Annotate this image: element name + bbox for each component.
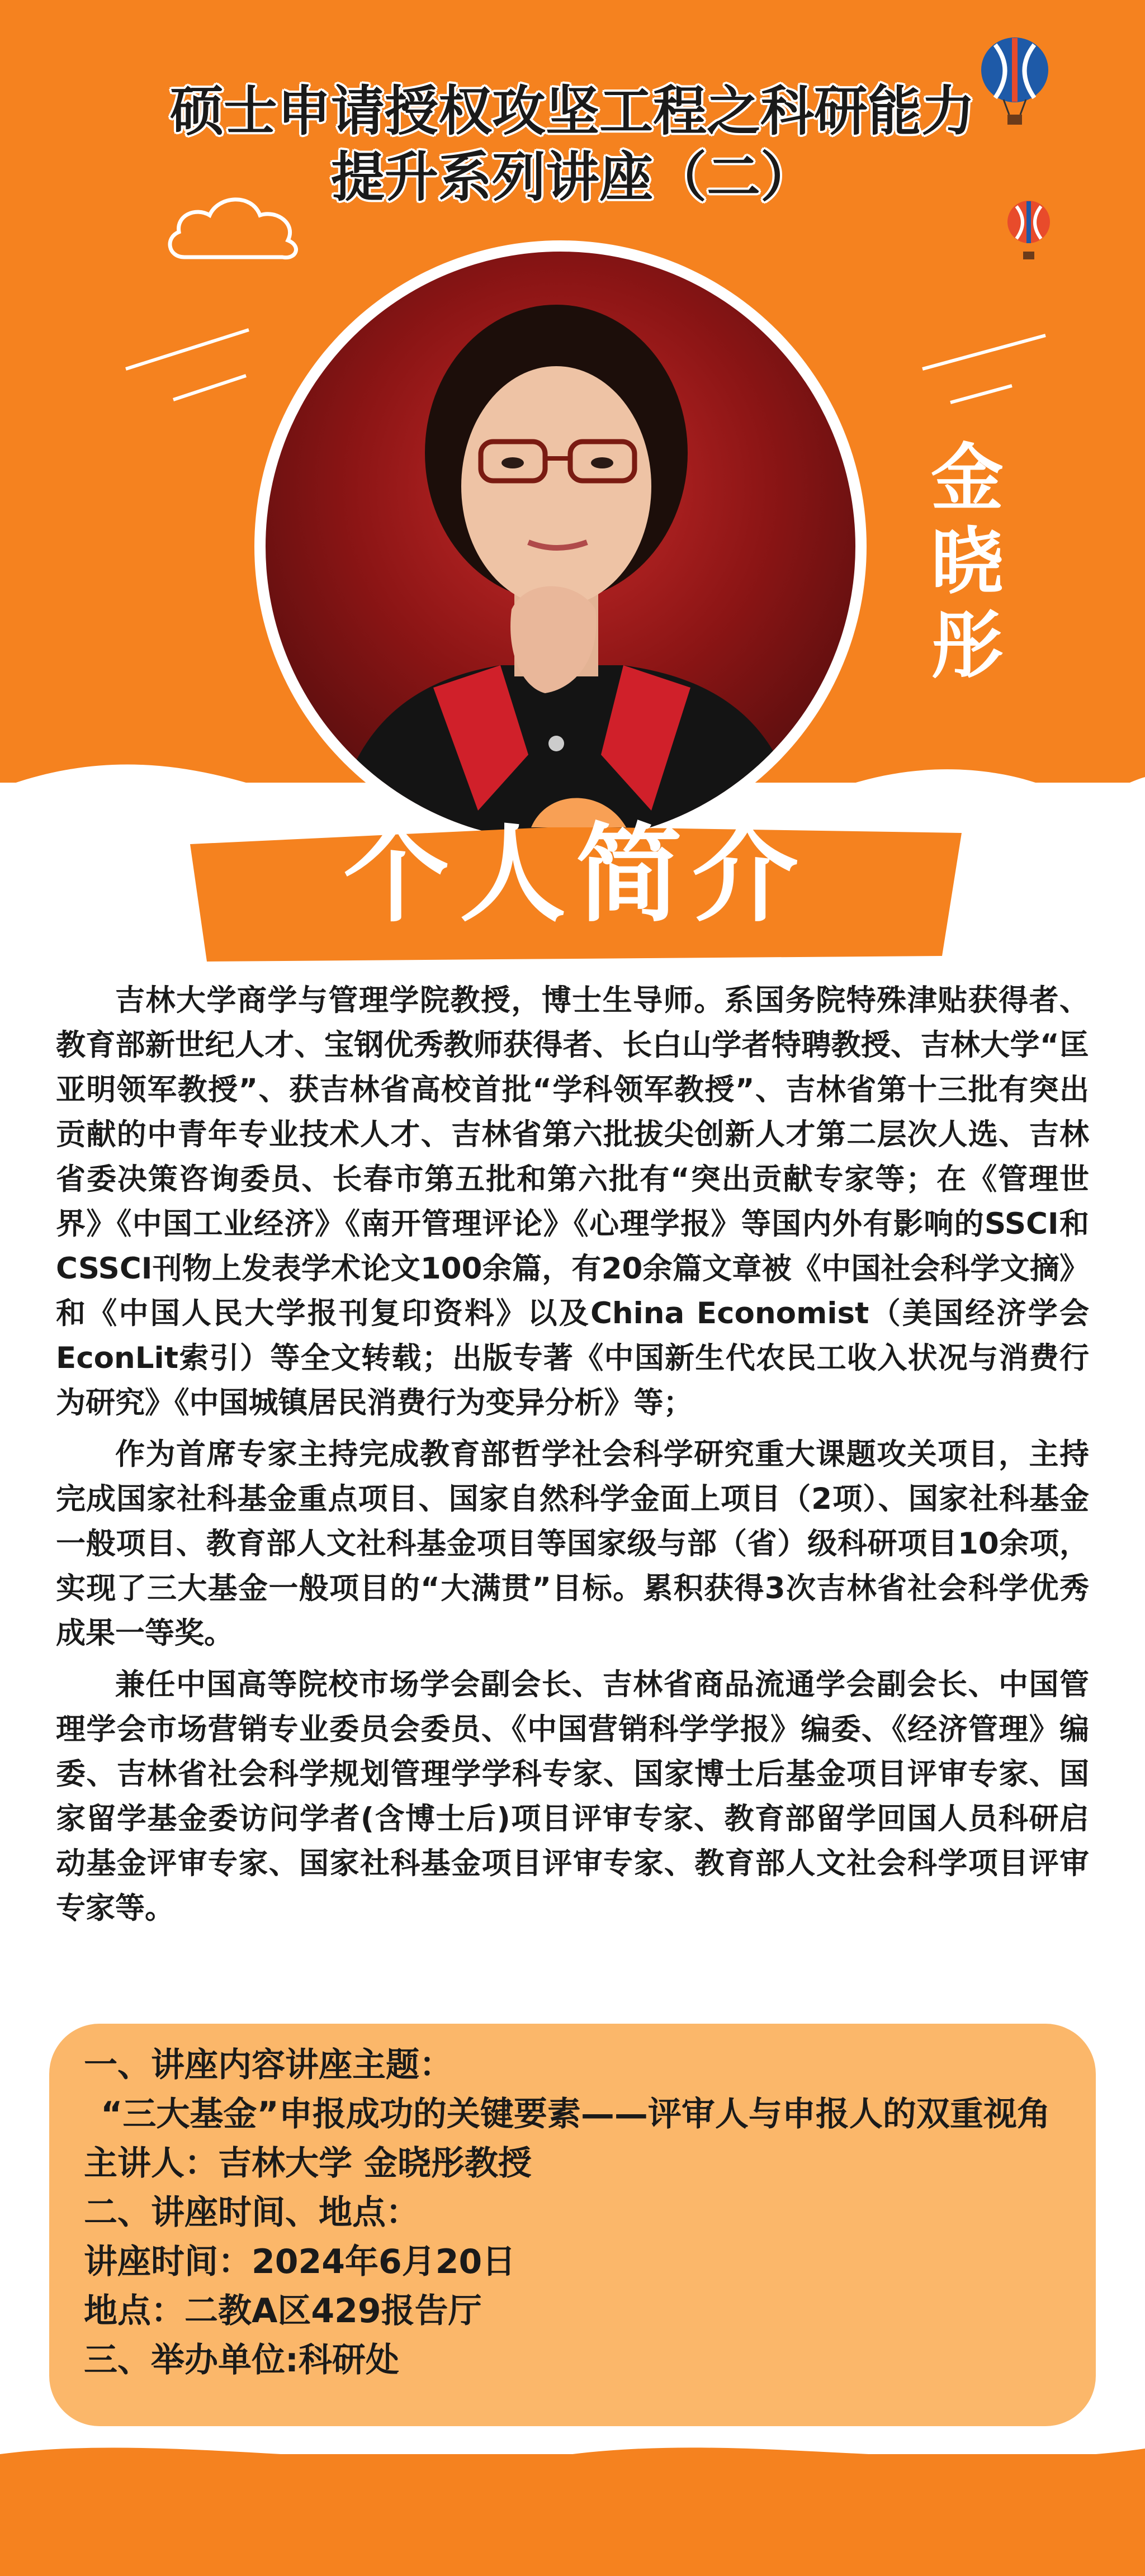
- info-heading-time-place: 二、讲座时间、地点：: [84, 2193, 419, 2232]
- lecture-location: 地点：二教A区429报告厅: [84, 2291, 482, 2331]
- bio-paragraph: 兼任中国高等院校市场学会副会长、吉林省商品流通学会副会长、中国管理学会市场营销专业委员会委员、《中国营销科学学报》编委、《经济管理》编委、吉林省社会科学规划管理学学科专家、国家博士后基金项目评审专家、国家留学基金委访问学者(含博士后)项目评审专家、教育部留学回国人员科研启动基金评审专家、国家社科基金项目评审专家、教育部人文社会科学项目评审专家等。: [56, 1668, 1089, 1925]
- lecture-topic: “三大基金”申报成功的关键要素——评审人与申报人的双重视角: [101, 2095, 1051, 2134]
- bio-paragraph: 作为首席专家主持完成教育部哲学社会科学研究重大课题攻关项目，主持完成国家社科基金重点项目、国家自然科学金面上项目（2项）、国家社科基金一般项目、教育部人文社科基金项目等国家级与部（省）级科研项目10余项，实现了三大基金一般项目的“大满贯”目标。累积获得3次吉林省社会科学优秀成果一等奖。: [56, 1437, 1089, 1650]
- speaker-name: [911, 436, 1023, 688]
- title-line-2: 提升系列讲座（二）: [331, 146, 814, 209]
- title-line-1: 硕士申请授权攻坚工程之科研能力: [170, 80, 975, 143]
- speaker-portrait: [266, 252, 855, 841]
- speaker-name-char-3: 彤: [930, 603, 1004, 688]
- speaker-name-char-1: 金: [930, 435, 1004, 520]
- speaker-name-char-2: 晓: [930, 519, 1004, 604]
- lecture-speaker: 主讲人：吉林大学 金晓彤教授: [84, 2144, 532, 2183]
- lecture-time: 讲座时间：2024年6月20日: [84, 2242, 516, 2281]
- portrait-illustration: [266, 252, 855, 841]
- section-title: 个人简介: [343, 813, 808, 936]
- lecture-info: [84, 2040, 1079, 2385]
- lecture-organizer: 三、举办单位:科研处: [84, 2341, 399, 2380]
- wave-divider-bottom: [0, 2421, 1145, 2488]
- info-heading-topic: 一、讲座内容讲座主题：: [84, 2045, 453, 2085]
- biography: [56, 978, 1089, 1938]
- bio-paragraph: 吉林大学商学与管理学院教授，博士生导师。系国务院特殊津贴获得者、教育部新世纪人才、宝钢优秀教师获得者、长白山学者特聘教授、吉林大学“匡亚明领军教授”、获吉林省高校首批“学科领军教授”、吉林省第十三批有突出贡献的中青年专业技术人才、吉林省第六批拔尖创新人才第二层次人选、吉林省委决策咨询委员、长春市第五批和第六批有“突出贡献专家等；在《管理世界》《中国工业经济》《南开管理评论》《心理学报》等国内外有影响的SSCI和CSSCI刊物上发表学术论文100余篇，有20余篇文章被《中国社会科学文摘》和《中国人民大学报刊复印资料》以及China Economist（美国经济学会EconLit索引）等全文转载；出版专著《中国新生代农民工收入状况与消费行为研究》《中国城镇居民消费行为变异分析》等；: [56, 983, 1089, 1420]
- poster-title: [0, 78, 1145, 210]
